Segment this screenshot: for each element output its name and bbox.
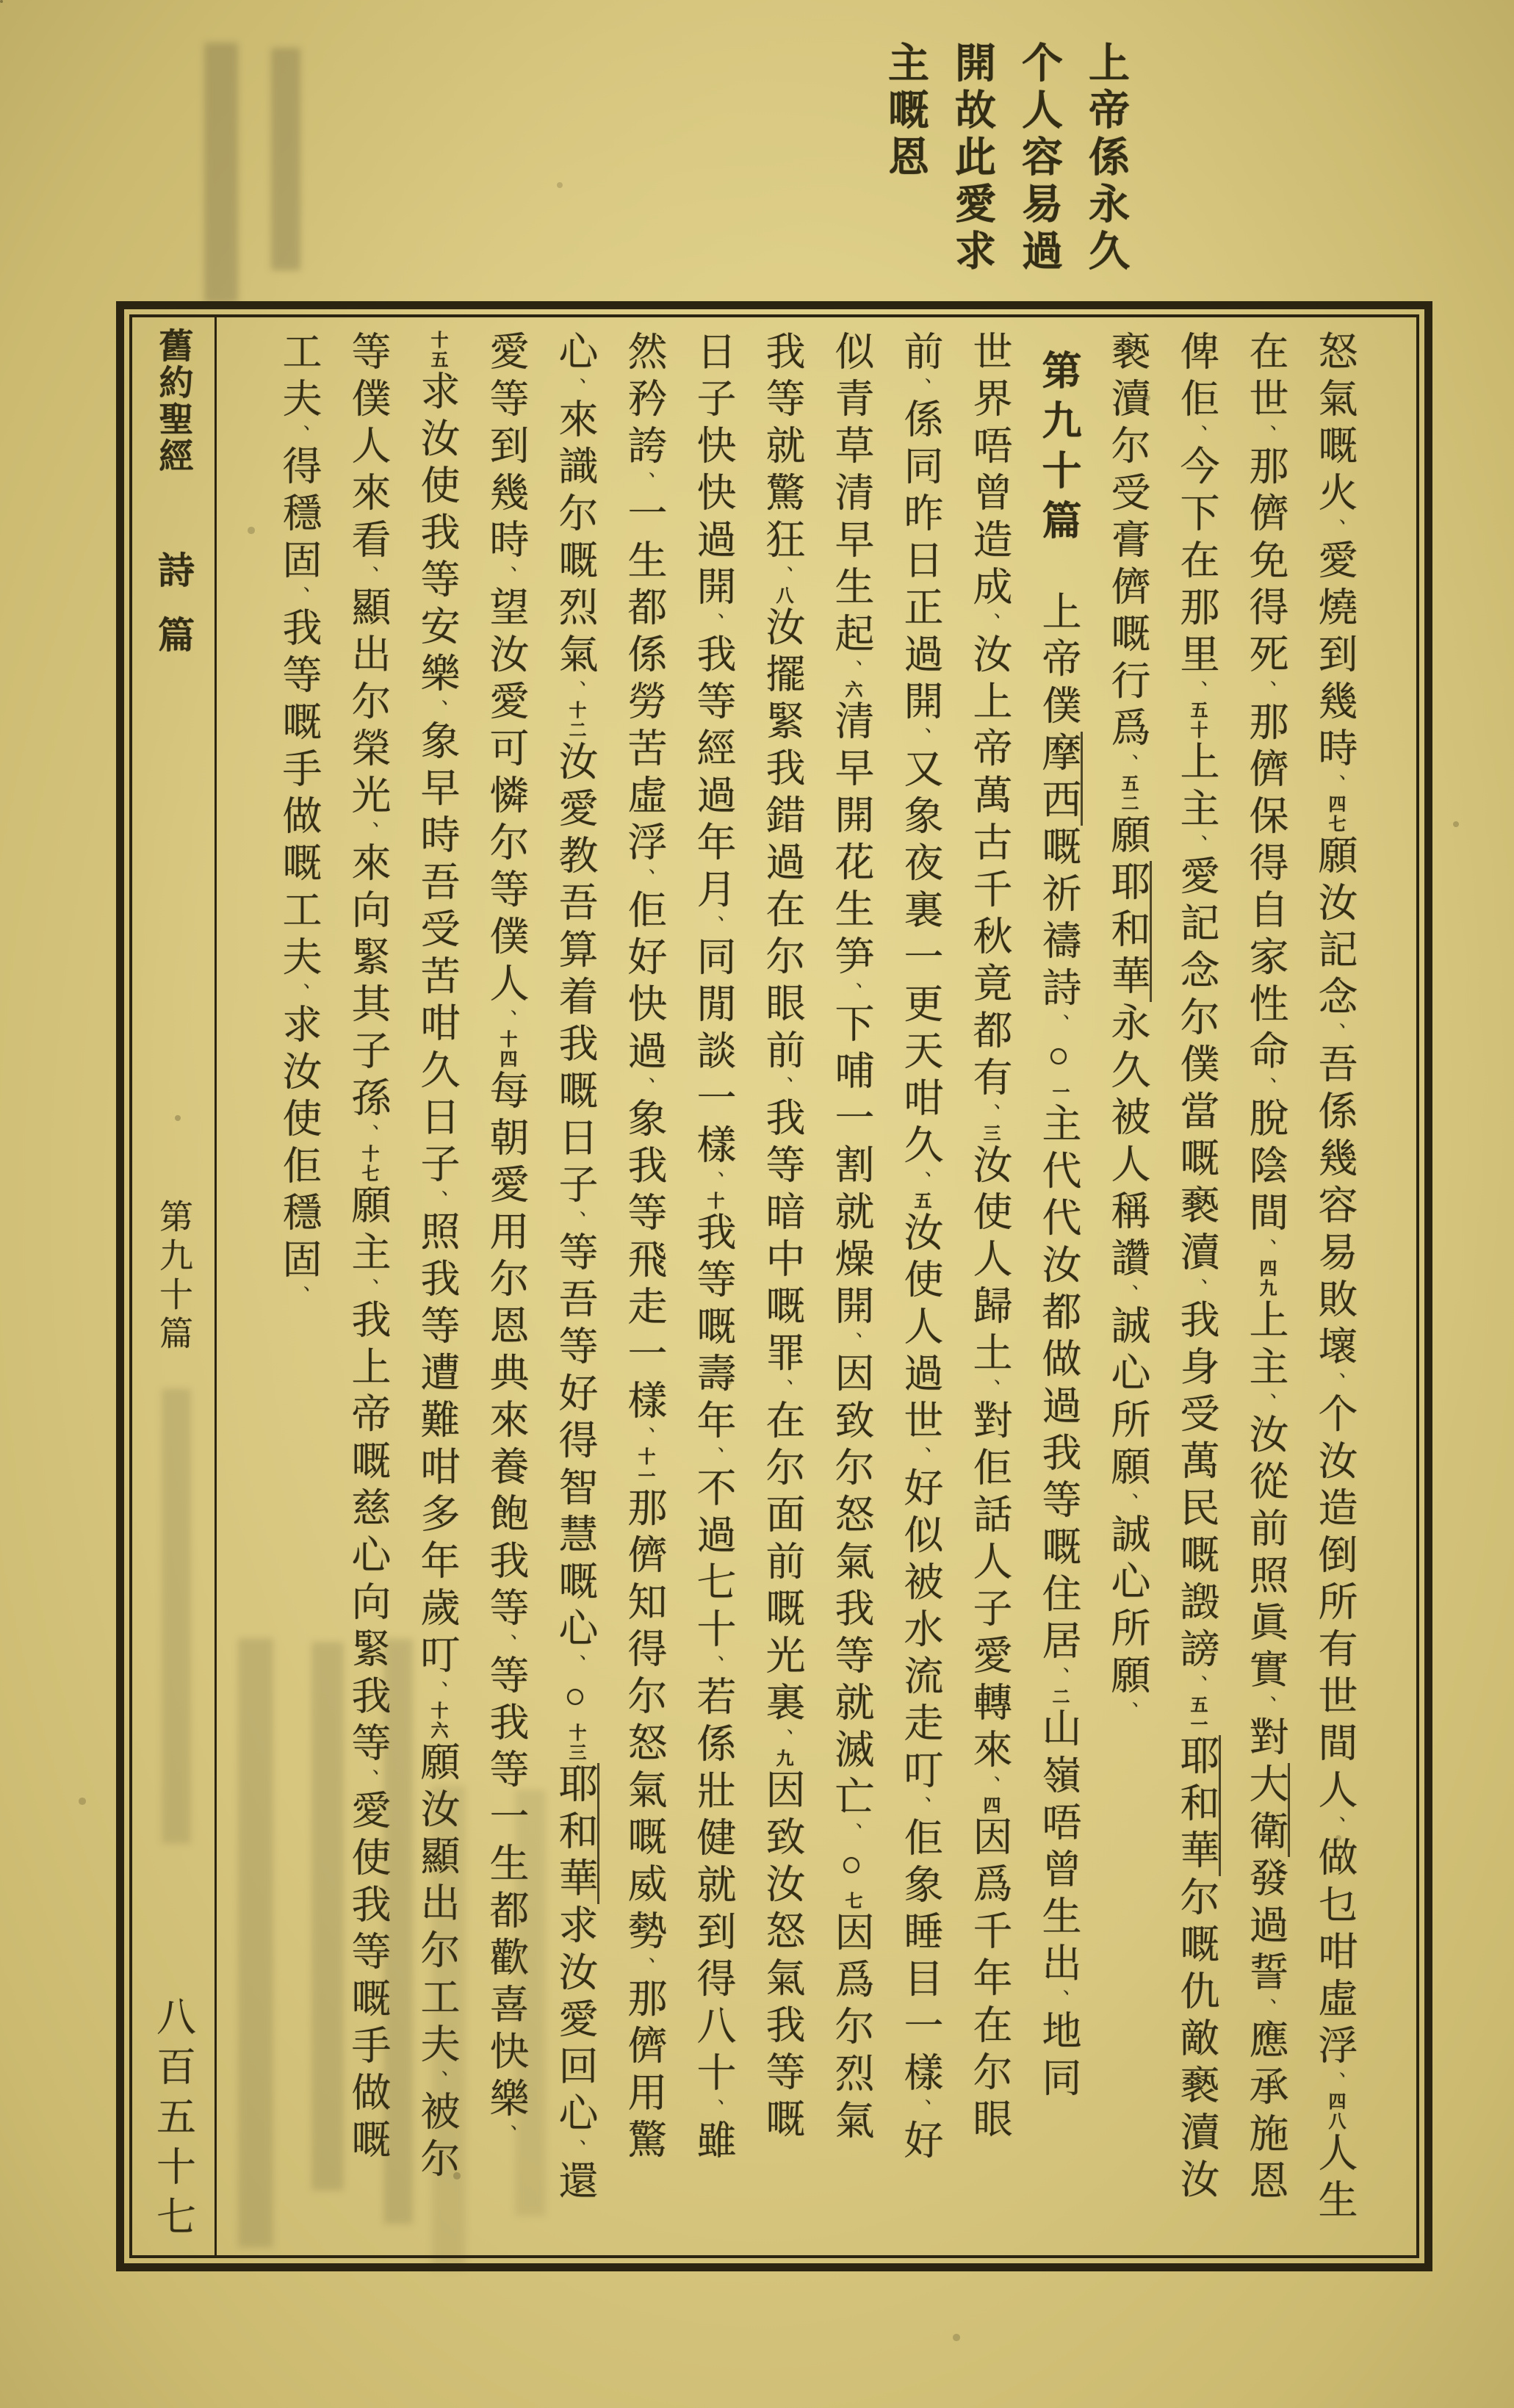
verse-number: 四七 — [1325, 795, 1344, 834]
text-column: 十五求汝使我等安樂、象早時吾受苦咁久日子、照我等遭難咁多年歲叮、十六願汝顯出尔工夫、被尔 — [415, 331, 459, 2185]
reading-mark: 、 — [565, 1654, 586, 1675]
proper-noun-mark: 耶和華 — [553, 1763, 599, 1904]
reading-mark: 、 — [772, 1076, 793, 1097]
verse-number: 五一 — [1187, 1695, 1206, 1735]
reading-mark: 、 — [979, 1776, 1001, 1796]
verse-number: 六 — [842, 680, 861, 700]
reading-mark: 、 — [496, 1009, 517, 1030]
reading-mark: 、 — [565, 1211, 586, 1231]
reading-mark: 、 — [1255, 1077, 1277, 1097]
reading-mark: 、 — [841, 982, 862, 1003]
reading-mark: 、 — [358, 566, 379, 586]
text-column: 世界唔曾造成、汝上帝萬古千秋竟都有、三汝使人歸土、對佢話人子愛轉來、四因爲千年在尔眼 — [967, 331, 1012, 2145]
reading-mark: 、 — [1255, 1239, 1277, 1259]
verse-number: 三 — [980, 1124, 999, 1144]
reading-mark: 、 — [1186, 425, 1208, 445]
text-column-psalm-90-title: 第九十篇上帝僕摩西嘅祈禱詩、○一主代代汝都做過我等嘅住居、二山嶺唔曾生出、地同 — [1024, 331, 1093, 2241]
paper-speckles — [0, 0, 3, 3]
reading-mark: 、 — [289, 1286, 310, 1306]
reading-mark: 、 — [1186, 834, 1208, 855]
reading-mark: 、 — [634, 1427, 655, 1447]
reading-mark: 、 — [1324, 1023, 1346, 1043]
reading-mark: 、 — [772, 1729, 793, 1749]
text-column: 然矜誇、一生都係勞苦虛浮、佢好快過、象我等飛走一樣、十一那儕知得尔怒氣嘅威勢、那儕用驚 — [622, 331, 666, 2166]
verse-number: 十五 — [428, 331, 447, 370]
reading-mark: 、 — [358, 1278, 379, 1299]
reading-mark: 、 — [1048, 1989, 1070, 2010]
reading-mark: 、 — [1324, 1816, 1346, 1836]
annotation-column: 開故此愛求 — [949, 41, 995, 276]
annotation-column: 主嘅恩 — [882, 41, 928, 182]
reading-mark: 、 — [358, 821, 379, 842]
verse-number: 九 — [773, 1749, 792, 1769]
proper-noun-mark: 耶和華 — [1175, 1735, 1221, 1876]
reading-mark: 、 — [1117, 1284, 1139, 1305]
verse-number: 四八 — [1325, 2092, 1344, 2132]
verse-number: 二 — [1049, 1687, 1068, 1707]
ink-bleed-artifact — [185, 43, 325, 314]
reading-mark: 、 — [1186, 1675, 1208, 1695]
reading-mark: 、 — [1117, 754, 1139, 774]
reading-mark: 、 — [289, 586, 310, 607]
reading-mark: 、 — [1255, 1393, 1277, 1413]
reading-mark: 、 — [1186, 680, 1208, 701]
psalm-text-block — [217, 317, 1416, 2255]
reading-mark: 、 — [910, 1796, 931, 1817]
reading-mark: 、 — [910, 1446, 931, 1467]
reading-mark: 、 — [979, 1103, 1001, 1124]
reading-mark: 、 — [1255, 680, 1277, 701]
verse-number: 十一 — [635, 1447, 654, 1487]
reading-mark: 、 — [703, 613, 724, 633]
proper-noun-mark: 摩西 — [1037, 732, 1083, 826]
verse-number: 十三 — [566, 1723, 585, 1763]
reading-mark: 、 — [703, 1655, 724, 1676]
reading-mark: 、 — [703, 1171, 724, 1192]
psalm-heading: 第九十篇 — [1037, 350, 1081, 549]
reading-mark: 、 — [910, 727, 931, 748]
reading-mark: 、 — [634, 1957, 655, 1978]
section-circle: ○ — [1038, 1034, 1079, 1083]
verse-number: 五十 — [1187, 701, 1206, 740]
reading-mark: 、 — [565, 680, 586, 701]
reading-mark: 、 — [289, 425, 310, 445]
frame-content — [132, 317, 1416, 2255]
reading-mark: 、 — [427, 2070, 448, 2091]
reading-mark: 、 — [1048, 1014, 1070, 1034]
reading-mark: 、 — [841, 1332, 862, 1352]
page-top-summary — [868, 41, 1139, 291]
annotation-column: 上帝係永久 — [1083, 41, 1128, 276]
reading-mark: 、 — [1324, 2072, 1346, 2092]
verse-number: 十四 — [497, 1030, 516, 1070]
reading-mark: 、 — [910, 1171, 931, 1192]
page-frame-inner-rule — [129, 314, 1419, 2258]
reading-mark: 、 — [1324, 774, 1346, 795]
reading-mark: 、 — [841, 660, 862, 680]
proper-noun-mark: 大衛 — [1244, 1763, 1290, 1857]
text-column: 俾佢、今下在那里、五十上主、愛記念尔僕當嘅褻瀆、我身受萬民嘅譭謗、五一耶和華尔嘅仇敵褻瀆汝 — [1162, 331, 1231, 2241]
text-column: 心、來識尔嘅烈氣、十二汝愛教吾算着我嘅日子、等吾等好得智慧嘅心、○十三耶和華求汝愛回心、還 — [541, 331, 610, 2241]
verse-number: 十二 — [566, 701, 585, 740]
reading-mark: 、 — [565, 378, 586, 398]
reading-mark: 、 — [979, 613, 1001, 633]
text-column: 前、係同昨日正過開、又象夜裏一更天咁久、五汝使人過世、好似被水流走叮、佢象睡目一樣、好 — [898, 331, 942, 2166]
text-column: 在世、那儕免得死、那儕保得自家性命、脫陰間、四九上主、汝從前照眞實、對大衛發過誓、應承施恩 — [1231, 331, 1300, 2241]
margin-title-column — [132, 317, 217, 2255]
reading-mark: 、 — [496, 566, 517, 586]
reading-mark: 、 — [772, 1379, 793, 1399]
annotation-column: 个人容易過 — [1016, 41, 1061, 276]
text-column: 等僕人來看、顯出尔榮光、來向緊其子孫、十七願主、我上帝嘅慈心向緊我等、愛使我等嘅手做嘅 — [346, 331, 390, 2166]
section-circle: ○ — [555, 1675, 596, 1723]
section-title: 詩篇 — [153, 551, 194, 680]
page-number: 八百五十七 — [151, 1996, 195, 2246]
reading-mark: 、 — [634, 1077, 655, 1097]
reading-mark: 、 — [358, 1124, 379, 1144]
reading-mark: 、 — [289, 983, 310, 1003]
reading-mark: 、 — [1324, 1372, 1346, 1393]
reading-mark: 、 — [703, 1446, 724, 1467]
text-column: 愛等到幾時、望汝愛可憐尔等僕人、十四每朝愛用尔恩典來養飽我等、等我等一生都歡喜快樂、 — [484, 331, 528, 2145]
reading-mark: 、 — [703, 915, 724, 936]
text-column: 工夫、得穩固、我等嘅手做嘅工夫、求汝使佢穩固、 — [277, 331, 321, 1306]
verse-number: 一 — [1049, 1083, 1068, 1103]
verse-number: 五 — [911, 1192, 930, 1211]
verse-number: 十七 — [358, 1144, 378, 1184]
reading-mark: 、 — [1255, 1998, 1277, 2019]
section-circle: ○ — [831, 1843, 872, 1892]
page-frame — [116, 301, 1432, 2271]
reading-mark: 、 — [427, 1190, 448, 1211]
chapter-label: 第九十篇 — [155, 1199, 192, 1355]
text-column: 我等就驚狂、八汝擺緊我錯過在尔眼前、我等暗中嘅罪、在尔面前嘅光裏、九因致汝怒氣我等嘅 — [760, 331, 804, 2145]
reading-mark: 、 — [979, 1379, 1001, 1399]
reading-mark: 、 — [1117, 1493, 1139, 1513]
reading-mark: 、 — [703, 2099, 724, 2119]
reading-mark: 、 — [841, 1823, 862, 1843]
verse-number: 七 — [842, 1892, 861, 1911]
reading-mark: 、 — [1186, 1278, 1208, 1299]
verse-number: 四九 — [1256, 1259, 1275, 1299]
reading-mark: 、 — [634, 472, 655, 492]
reading-mark: 、 — [1048, 1667, 1070, 1687]
verse-number: 四 — [980, 1796, 999, 1816]
reading-mark: 、 — [496, 2124, 517, 2145]
reading-mark: 、 — [1117, 1701, 1139, 1722]
reading-mark: 、 — [1255, 425, 1277, 445]
verse-number: 十 — [704, 1192, 723, 1211]
reading-mark: 、 — [427, 1681, 448, 1701]
reading-mark: 、 — [427, 699, 448, 720]
reading-mark: 、 — [1324, 519, 1346, 539]
text-column: 似青草清早生起、六清早開花生笋、下哺一割就燥開、因致尔怒氣我等就滅亡、○七因爲尔烈氣 — [829, 331, 873, 2146]
reading-mark: 、 — [565, 2139, 586, 2160]
verse-number: 五二 — [1118, 774, 1137, 814]
text-column: 褻瀆尔受膏儕嘅行爲、五二願耶和華永久被人稱讚、誠心所願、誠心所願、 — [1093, 331, 1162, 2241]
reading-mark: 、 — [910, 378, 931, 398]
reading-mark: 、 — [358, 1769, 379, 1789]
reading-mark: 、 — [772, 566, 793, 586]
text-column: 日子快快過開、我等經過年月、同閒談一樣、十我等嘅壽年、不過七十、若係壯健就到得八十、雖 — [691, 331, 735, 2166]
reading-mark: 、 — [910, 2099, 931, 2119]
proper-noun-mark: 耶和華 — [1106, 861, 1152, 1002]
text-column: 怒氣嘅火、愛燒到幾時、四七願汝記念、吾係幾容易敗壞、个汝造倒所有世間人、做乜咁虛浮、四八人生 — [1313, 331, 1357, 2226]
verse-number: 十六 — [428, 1701, 447, 1741]
reading-mark: 、 — [1255, 1695, 1277, 1716]
book-title: 舊約聖經 — [154, 328, 192, 475]
verse-number: 八 — [773, 586, 792, 606]
reading-mark: 、 — [634, 868, 655, 889]
reading-mark: 、 — [496, 1634, 517, 1654]
